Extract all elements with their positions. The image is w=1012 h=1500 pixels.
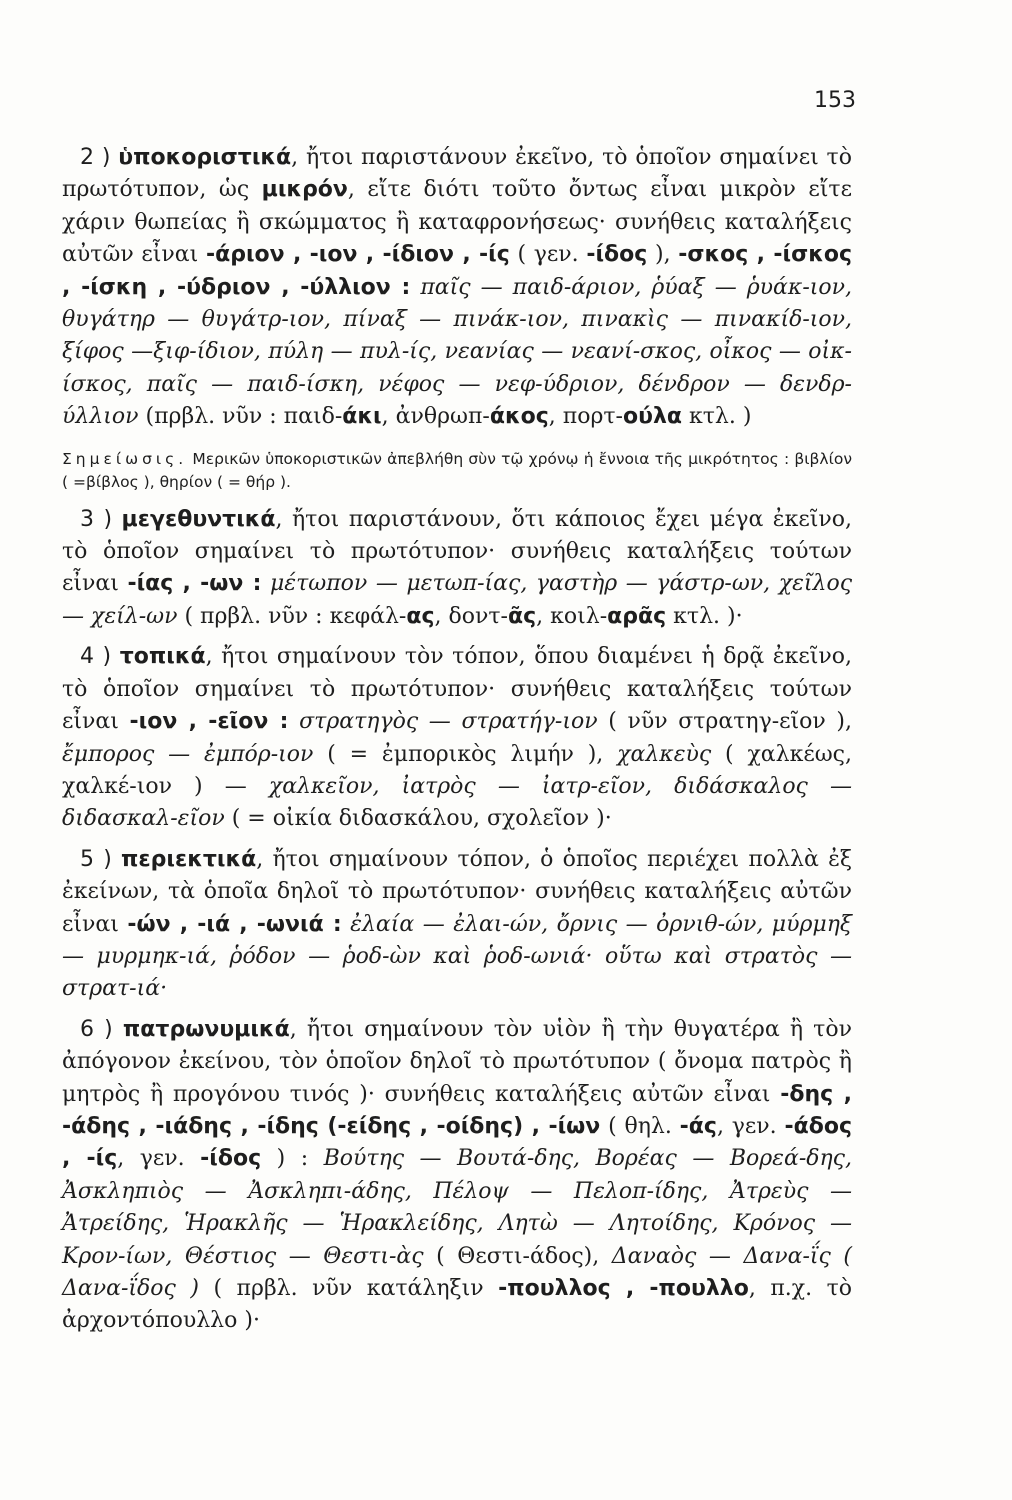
text-run: , ἤτοι σημαίνουν τὸν τόπον, ὅπου διαμένει ἡ δρᾷ ἐκεῖνο, τὸ ὁποῖον σημαίνει τὸ πρωτότυπον· συνήθεις καταλήξεις τούτων εἶναι: [62, 644, 852, 735]
text-run: κτλ. ): [682, 404, 752, 430]
note-paragraph: [62, 448, 852, 494]
text-run: ( = ἐμπορικὸς λιμήν ),: [313, 741, 618, 767]
text-run: -άδος , -ίς: [62, 1113, 852, 1172]
text-run: Δαναὸς — Δανα-ΐς ( Δανα-ΐδος ): [62, 1243, 852, 1301]
text-run: παῖς — παιδ-άριον, ῥύαξ — ῥυάκ-ιον, θυγάτηρ — θυγάτρ-ιον, πίναξ — πινάκ-ιον, πινακὶς — πινακίδ-ιον, ξίφος —ξιφ-ίδιον, πύλη — πυλ-ίς, νεανίας — νεανί-σκος, οἶκος — οἰκ-ίσκος, παῖς — παιδ-ίσκη, νέφος — νεφ-ύδριον, δένδρον — δενδρ-ύλλιον: [62, 274, 852, 430]
text-run: -άριον , -ιον , -ίδιον , -ίς: [205, 242, 510, 268]
text-run: περιεκτικά: [121, 846, 257, 872]
text-run: -ιον , -εῖον :: [129, 709, 289, 735]
paragraph: [62, 844, 852, 1006]
text-run: ἔμπορος — ἐμπόρ-ιον: [62, 741, 314, 767]
text-run: -ίδος: [586, 242, 648, 268]
text-run: , ἤτοι σημαίνουν τόπον, ὁ ὁποῖος περιέχει πολλὰ ἐξ ἐκείνων, τὰ ὁποῖα δηλοῖ τὸ πρωτότυπον· συνήθεις καταλήξεις αὐτῶν εἶναι: [62, 846, 852, 937]
paragraph: [62, 142, 852, 434]
text-run: πατρωνυμικά: [122, 1016, 290, 1042]
text-run: τοπικά: [119, 644, 206, 670]
text-run: , ἤτοι σημαίνουν τὸν υἱὸν ἢ τὴν θυγατέρα ἢ τὸν ἀπόγονον ἐκείνου, τὸν ὁποῖον δηλοῖ τὸ πρωτότυπον ( ὄνομα πατρὸς ἢ μητρὸς ἢ προγόνου τινός )· συνήθεις καταλήξεις αὐτῶν εἶναι: [62, 1016, 852, 1107]
text-run: στρατηγὸς — στρατήγ-ιον: [299, 709, 598, 735]
text-run: μικρόν: [261, 177, 348, 203]
text-run: αρᾶς: [607, 603, 667, 629]
text-run: ( πρβλ. νῦν κατάληξιν: [198, 1276, 499, 1301]
text-run: -άς: [679, 1113, 717, 1139]
body-text: [62, 142, 852, 1338]
text-run: μέτωπον — μετωπ-ίας, γαστὴρ — γάστρ-ων, χεῖλος — χείλ-ων: [62, 571, 853, 629]
text-run: ( χαλκέως, χαλκέ-ιον ) —: [62, 741, 852, 799]
text-run: , δοντ-: [434, 603, 508, 629]
text-run: (πρβλ. νῦν : παιδ-: [138, 404, 343, 430]
text-run: ( γεν.: [509, 242, 587, 268]
text-run: [261, 571, 270, 596]
text-run: Σημείωσις.: [62, 449, 188, 468]
text-run: άκος: [489, 404, 549, 430]
text-run: , γεν.: [117, 1146, 201, 1172]
text-run: 4 ): [80, 644, 120, 670]
paragraph: [62, 641, 852, 835]
text-run: ( Θεστι-άδος),: [423, 1243, 612, 1269]
text-run: ( θηλ.: [600, 1113, 680, 1139]
text-run: Βούτης — Βουτά-δης, Βορέας — Βορεά-δης, Ἀσκληπιὸς — Ἀσκληπι-άδης, Πέλοψ — Πελοπ-ίδης, Ἀτρεὺς — Ἀτρείδης, Ἡρακλῆς — Ἡρακλείδης, Λητὼ — Λητοίδης, Κρόνος — Κρον-ίων, Θέστιος — Θεστι-ὰς: [62, 1146, 852, 1269]
text-run: , π.χ. τὸ ἀρχοντόπουλλο )·: [62, 1276, 853, 1334]
page-number: 153: [814, 88, 856, 113]
text-run: ( πρβλ. νῦν : κεφάλ-: [177, 603, 407, 629]
text-run: [410, 275, 420, 300]
text-run: ( νῦν στρατηγ-εῖον ),: [597, 709, 853, 735]
text-run: κτλ. )·: [666, 603, 743, 629]
text-run: -ίδος: [200, 1146, 262, 1172]
text-run: , κοιλ-: [536, 603, 608, 629]
text-run: ὑποκοριστικά: [118, 145, 292, 170]
text-run: χαλκεὺς: [617, 741, 712, 767]
text-run: Μερικῶν ὑποκοριστικῶν ἀπεβλήθη σὺν τῷ χρόνῳ ἡ ἔννοια τῆς μικρότητος : βιβλίον ( =βίβλος ), θηρίον ( = θήρ ).: [62, 449, 852, 491]
text-run: , γεν.: [716, 1113, 785, 1139]
text-run: 5 ): [80, 846, 122, 872]
text-run: -πουλλος , -πουλλο: [498, 1276, 749, 1301]
text-run: ἐλαία — ἐλαι-ών, ὄρνις — ὀρνιθ-ών, μύρμηξ — μυρμηκ-ιά, ῥόδον — ῥοδ-ὼν καὶ ῥοδ-ωνιά· οὕτω καὶ στρατὸς — στρατ-ιά·: [62, 911, 852, 1002]
text-run: 3 ): [80, 506, 122, 532]
text-run: ),: [647, 242, 679, 268]
text-run: [288, 709, 299, 734]
paragraph: [62, 1014, 852, 1338]
text-run: , ἤτοι παριστάνουν ἐκεῖνο, τὸ ὁποῖον σημαίνει τὸ πρωτότυπον, ὡς: [62, 145, 852, 203]
text-run: ούλα: [622, 404, 682, 430]
text-run: ας: [406, 603, 435, 629]
text-run: -σκος , -ίσκος , -ίσκη , -ύδριον , -ύλλιον :: [62, 242, 852, 300]
text-run: 2 ): [80, 145, 119, 170]
text-run: χαλκεῖον, ἰατρὸς — ἰατρ-εῖον, διδάσκαλος — διδασκαλ-εῖον: [62, 773, 852, 832]
text-run: 6 ): [80, 1016, 123, 1042]
text-run: ᾶς: [508, 603, 537, 629]
text-run: άκι: [342, 404, 382, 430]
text-run: -ίας , -ων :: [127, 571, 262, 597]
text-run: μεγεθυντικά: [121, 506, 276, 532]
text-run: , εἴτε διότι τοῦτο ὄντως εἶναι μικρὸν εἴτε χάριν θωπείας ἢ σκώμματος ἢ καταφρονήσεως· συνήθεις καταλήξεις αὐτῶν εἶναι: [62, 177, 852, 268]
text-run: , ἀνθρωπ-: [381, 404, 490, 430]
text-run: [342, 912, 351, 937]
paragraph: [62, 504, 852, 634]
text-run: -ών , -ιά , -ωνιά :: [127, 911, 342, 937]
text-run: -δης , -άδης , -ιάδης , -ίδης (-είδης , -οίδης) , -ίων: [62, 1081, 852, 1139]
text-run: , πορτ-: [548, 404, 623, 430]
text-run: ) :: [261, 1146, 324, 1172]
text-run: ( = οἰκία διδασκάλου, σχολεῖον )·: [224, 806, 612, 832]
text-run: , ἤτοι παριστάνουν, ὅτι κάποιος ἔχει μέγα ἐκεῖνο, τὸ ὁποῖον σημαίνει τὸ πρωτότυπον· συνήθεις καταλήξεις τούτων εἶναι: [62, 506, 852, 597]
